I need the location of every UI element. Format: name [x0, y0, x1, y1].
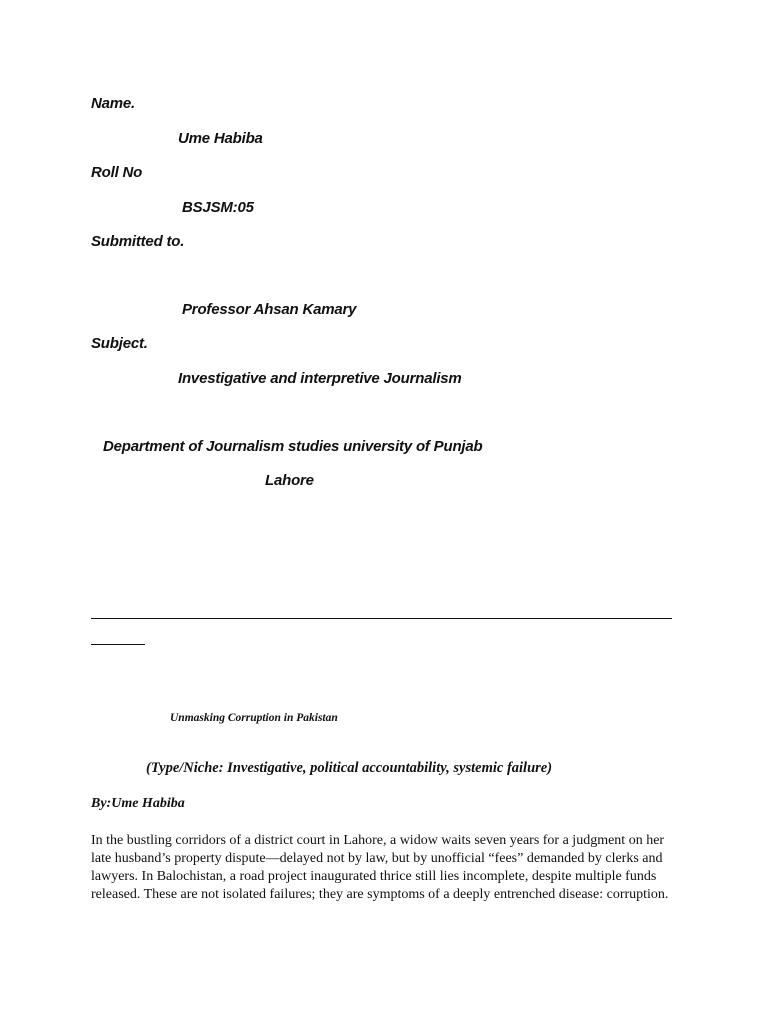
subject-value: Investigative and interpretive Journalism — [178, 370, 462, 387]
department-line: Department of Journalism studies university of Punjab — [103, 438, 483, 455]
separator-line-long — [91, 618, 672, 619]
article-paragraph: In the bustling corridors of a district court in Lahore, a widow waits seven years for a judgment on her late husband’s property dispute—delayed not by law, but by unofficial “fees” demanded by clerks and lawyers. In Balochistan, a road project inaugurated thrice still lies incomplete, despite multiple funds released. These are not isolated failures; they are symptoms of a deeply entrenched disease: corruption. — [91, 833, 669, 902]
name-value: Ume Habiba — [178, 130, 263, 147]
article-byline: By:Ume Habiba — [91, 796, 185, 811]
article-title: Unmasking Corruption in Pakistan — [170, 712, 338, 724]
roll-value: BSJSM:05 — [182, 199, 254, 216]
roll-label: Roll No — [91, 164, 143, 181]
article-niche: (Type/Niche: Investigative, political accountability, systemic failure) — [146, 760, 553, 776]
submitted-value: Professor Ahsan Kamary — [182, 301, 357, 318]
name-label: Name. — [91, 95, 136, 112]
submitted-label: Submitted to. — [91, 233, 185, 250]
subject-label: Subject. — [91, 335, 148, 352]
separator-line-short — [91, 644, 145, 645]
city-line: Lahore — [265, 472, 314, 489]
